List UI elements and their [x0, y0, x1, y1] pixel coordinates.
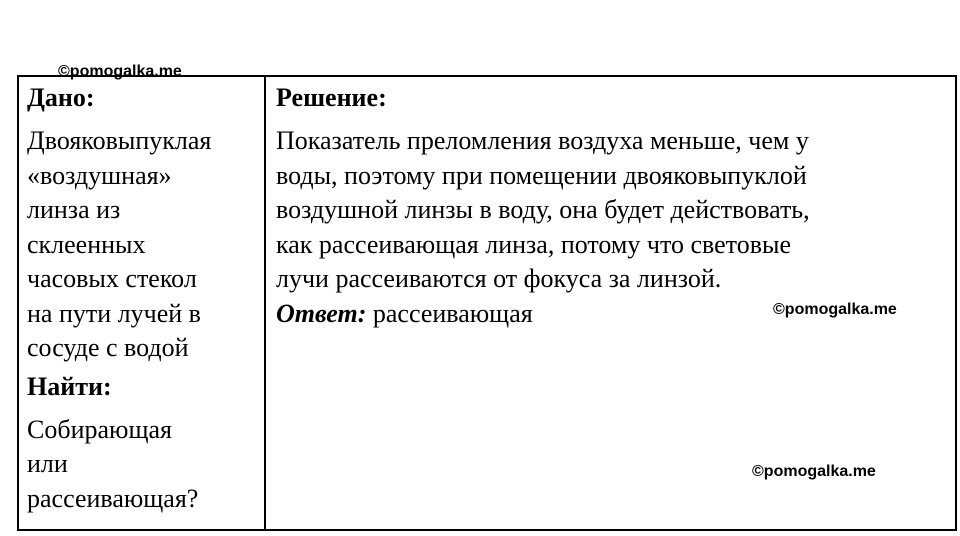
- solution-line: воды, поэтому при помещении двояковыпуклой: [276, 160, 807, 190]
- solution-heading: Решение:: [276, 83, 387, 112]
- find-line: рассеивающая?: [27, 483, 199, 513]
- find-line: или: [27, 449, 68, 478]
- given-line: линза из: [27, 195, 121, 224]
- solution-column: [276, 81, 946, 331]
- given-column: [27, 81, 259, 520]
- watermark-bottom: ©pomogalka.me: [752, 463, 876, 480]
- solution-line: как рассеивающая линза, потому что световые: [276, 229, 791, 259]
- find-heading: Найти:: [27, 371, 112, 401]
- solution-line: воздушной линзы в воду, она будет действовать,: [276, 195, 810, 224]
- given-line: Двояковыпуклая: [27, 126, 212, 155]
- find-text: [27, 413, 259, 517]
- answer-label: Ответ:: [276, 298, 367, 328]
- solution-text: [276, 124, 946, 297]
- given-line: сосуде с водой: [27, 333, 189, 362]
- column-divider: [264, 77, 266, 529]
- given-heading: Дано:: [27, 83, 95, 112]
- given-text: [27, 124, 259, 366]
- given-line: на пути лучей в: [27, 298, 201, 328]
- given-line: «воздушная»: [27, 160, 172, 190]
- watermark-top: ©pomogalka.me: [58, 63, 182, 80]
- answer-value: рассеивающая: [366, 298, 533, 328]
- watermark-middle: ©pomogalka.me: [773, 301, 897, 318]
- given-line: часовых стекол: [27, 264, 197, 293]
- given-line: склеенных: [27, 229, 146, 259]
- find-line: Собирающая: [27, 414, 172, 444]
- solution-line: лучи рассеиваются от фокуса за линзой.: [276, 264, 722, 293]
- solution-line: Показатель преломления воздуха меньше, чем у: [276, 126, 809, 155]
